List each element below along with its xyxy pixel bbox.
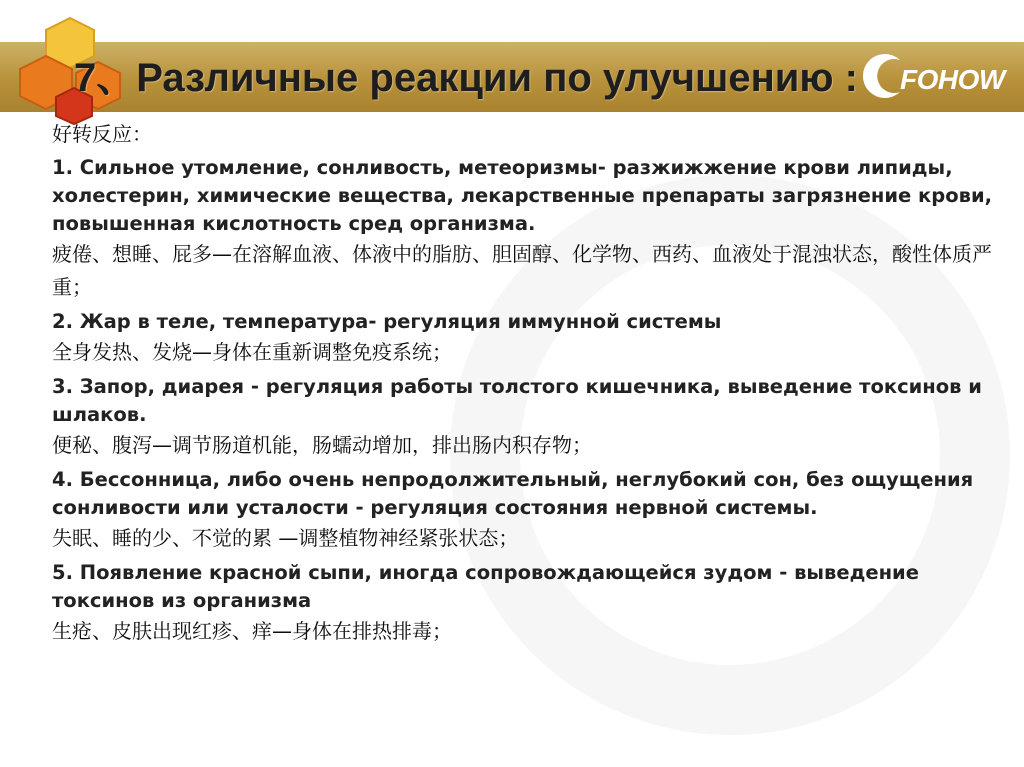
item-chinese-text: 生疮、皮肤出现红疹、痒—身体在排热排毒； xyxy=(52,619,452,643)
item-russian-text: 4. Бессонница, либо очень непродолжительный, неглубокий сон, без ощущения сонливости или усталости - регуляция состояния нервной системы. xyxy=(52,468,974,519)
item-chinese-text: 失眠、睡的少、不觉的累 —调整植物神经紧张状态； xyxy=(52,526,519,550)
slide-title: 7、Различные реакции по улучшению : xyxy=(74,56,858,100)
item-russian-text: 5. Появление красной сыпи, иногда сопровождающейся зудом - выведение токсинов из организма xyxy=(52,561,919,612)
brand-logo xyxy=(860,46,1010,106)
list-item xyxy=(52,466,1012,555)
item-chinese-text: 全身发热、发烧—身体在重新调整免疫系统； xyxy=(52,340,452,364)
list-item xyxy=(52,154,1012,304)
item-russian-text: 1. Сильное утомление, сонливость, метеоризмы- разжижжение крови липиды, холестерин, химические вещества, лекарственные препараты загрязнение крови, повышенная кислотность сред организма. xyxy=(52,156,993,235)
item-russian-text: 2. Жар в теле, температура- регуляция иммунной системы xyxy=(52,310,722,333)
section-heading: 好转反应： xyxy=(52,122,152,146)
list-item xyxy=(52,308,1012,369)
item-russian-text: 3. Запор, диарея - регуляция работы толстого кишечника, выведение токсинов и шлаков. xyxy=(52,375,982,426)
item-chinese-text: 疲倦、想睡、屁多—在溶解血液、体液中的脂肪、胆固醇、化学物、西药、血液处于混浊状态，酸性体质严重； xyxy=(52,242,992,299)
slide-content xyxy=(52,118,1012,652)
list-item xyxy=(52,559,1012,648)
item-chinese-text: 便秘、腹泻—调节肠道机能，肠蠕动增加，排出肠内积存物； xyxy=(52,433,592,457)
list-item xyxy=(52,373,1012,462)
brand-name: FOHOW xyxy=(900,64,1005,95)
